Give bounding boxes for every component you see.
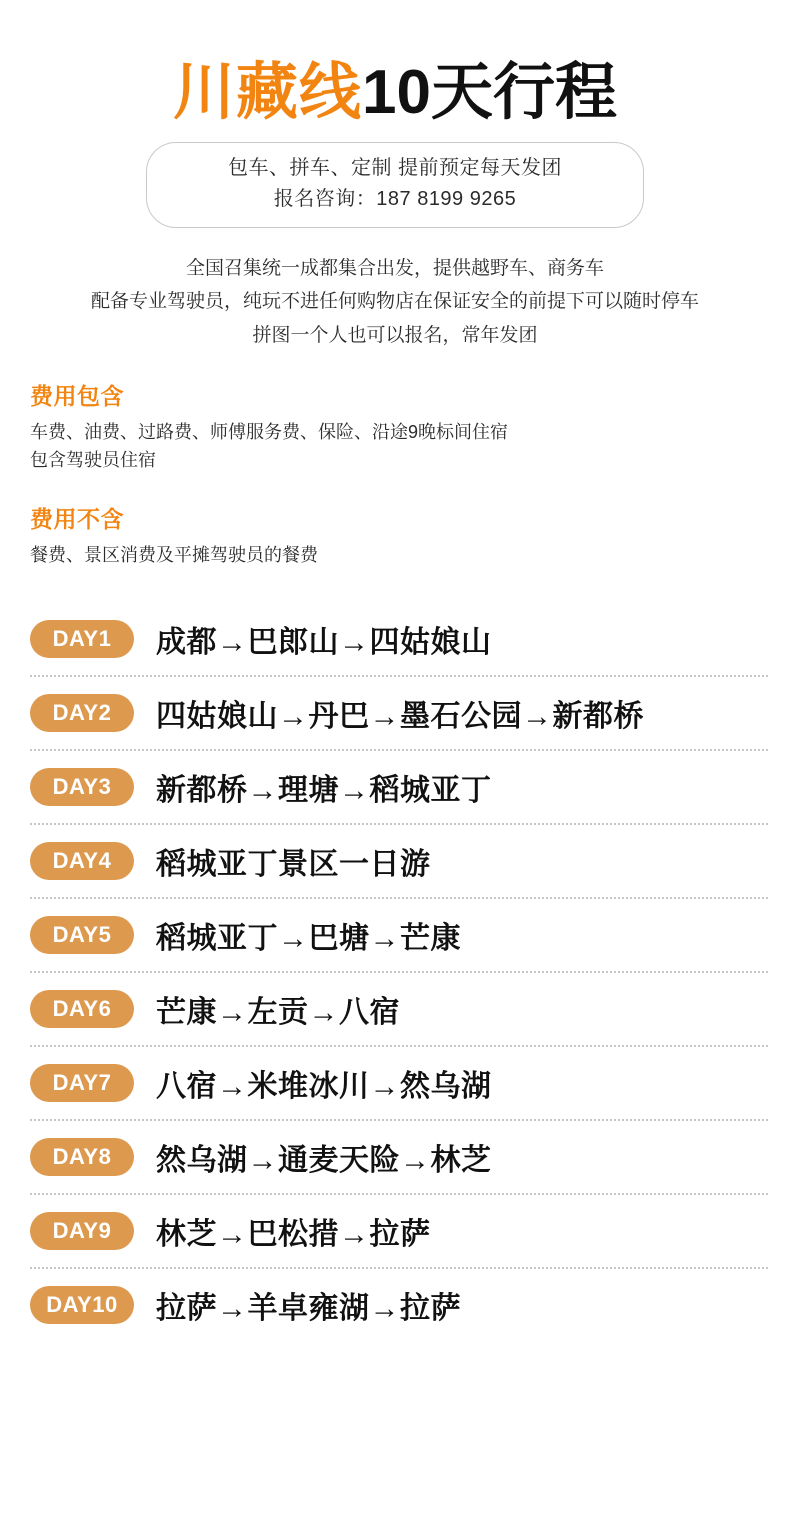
day-badge: DAY9: [30, 1212, 134, 1250]
day-badge: DAY10: [30, 1286, 134, 1324]
day-badge: DAY1: [30, 620, 134, 658]
section-excluded-title: 费用不含: [30, 505, 124, 532]
day-badge: DAY3: [30, 768, 134, 806]
contact-phone-label: 报名咨询：187 8199 9265: [273, 188, 517, 210]
day-route: 林芝→巴松措→拉萨: [156, 1218, 431, 1252]
intro-line-1: 全国召集统一成都集合出发，提供越野车、商务车: [185, 258, 604, 279]
day-badge: DAY7: [30, 1064, 134, 1102]
section-included-body: [30, 419, 770, 475]
itinerary-row: [30, 1195, 768, 1269]
section-excluded-line-1: 餐费、景区消费及平摊驾驶员的餐费: [30, 544, 318, 565]
day-badge: DAY8: [30, 1138, 134, 1176]
day-route: 新都桥→理塘→稻城亚丁: [156, 774, 492, 808]
day-badge: DAY6: [30, 990, 134, 1028]
itinerary-row: [30, 973, 768, 1047]
section-included: [0, 378, 790, 475]
intro-text: [0, 252, 790, 352]
day-route: 芒康→左贡→八宿: [156, 996, 400, 1030]
day-badge: DAY5: [30, 916, 134, 954]
itinerary-row: [30, 1047, 768, 1121]
section-excluded-body: [30, 542, 770, 570]
itinerary-row: [30, 1269, 768, 1341]
day-route: 稻城亚丁景区一日游: [156, 848, 431, 882]
itinerary-row: [30, 825, 768, 899]
service-types-label: 包车、拼车、定制 提前预定每天发团: [227, 157, 563, 179]
section-included-title: 费用包含: [30, 382, 124, 409]
day-badge: DAY4: [30, 842, 134, 880]
title-highlight: 川藏线: [173, 58, 363, 127]
day-route: 八宿→米堆冰川→然乌湖: [156, 1070, 492, 1104]
itinerary-row: [30, 751, 768, 825]
day-badge: DAY2: [30, 694, 134, 732]
itinerary-row: [30, 1121, 768, 1195]
section-included-line-1: 车费、油费、过路费、师傅服务费、保险、沿途9晚标间住宿: [30, 421, 509, 442]
section-included-line-2: 包含驾驶员住宿: [30, 449, 156, 470]
section-excluded: [0, 501, 790, 570]
day-route: 成都→巴郎山→四姑娘山: [156, 626, 492, 660]
intro-line-3: 拼图一个人也可以报名，常年发团: [252, 324, 538, 346]
itinerary-row: [30, 899, 768, 973]
page-title: [0, 0, 790, 127]
day-route: 稻城亚丁→巴塘→芒康: [156, 922, 461, 956]
itinerary-row: [30, 603, 768, 677]
day-route: 四姑娘山→丹巴→墨石公园→新都桥: [156, 700, 644, 734]
itinerary-row: [30, 677, 768, 751]
day-route: 然乌湖→通麦天险→林芝: [156, 1144, 492, 1178]
intro-line-2: 配备专业驾驶员，纯玩不进任何购物店在保证安全的前提下可以随时停车: [90, 291, 699, 313]
contact-box: [146, 142, 644, 228]
day-route: 拉萨→羊卓雍湖→拉萨: [156, 1292, 461, 1326]
itinerary-list: [0, 603, 790, 1341]
title-main: 10天行程: [362, 58, 617, 127]
